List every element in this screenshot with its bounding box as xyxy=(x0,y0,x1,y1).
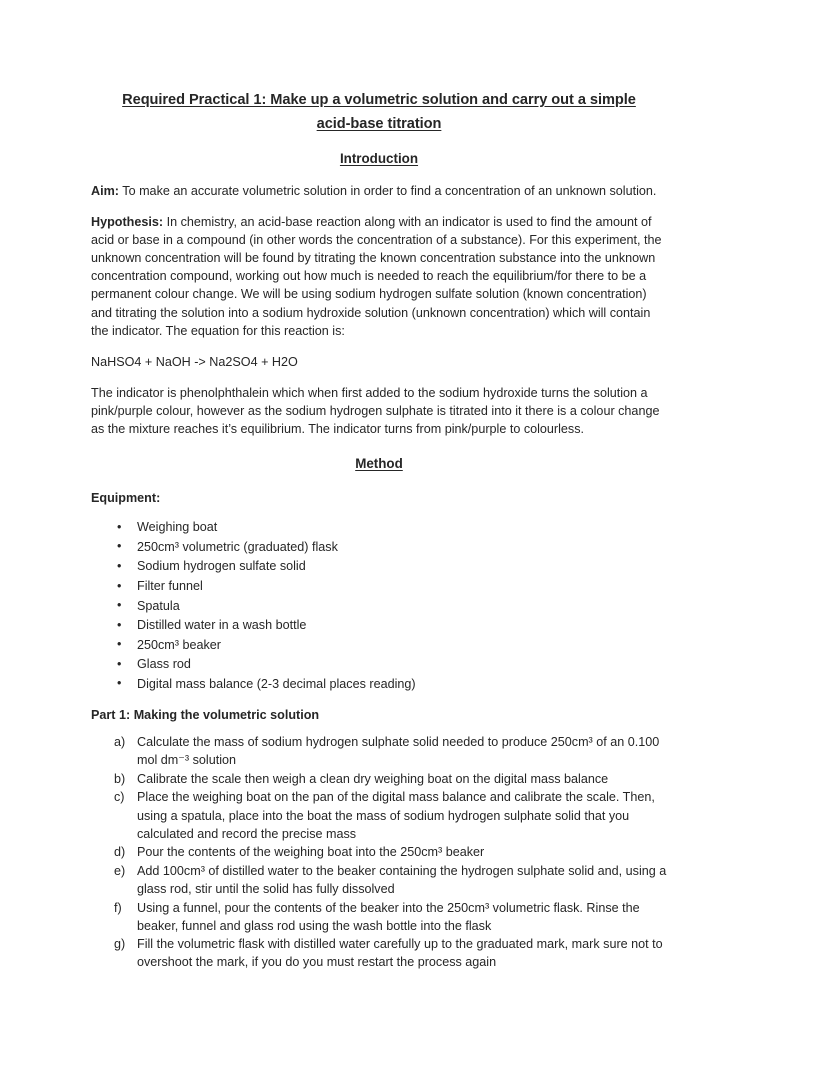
list-item xyxy=(91,843,667,861)
section-heading-method xyxy=(91,455,667,473)
list-item xyxy=(91,518,667,536)
step-text: Add 100cm³ of distilled water to the beaker containing the hydrogen sulphate solid and, using a glass rod, stir until the solid has fully dissolved xyxy=(137,863,667,896)
equipment-item-text: 250cm³ volumetric (graduated) flask xyxy=(137,539,338,554)
list-item xyxy=(91,935,667,971)
section-heading-introduction xyxy=(91,150,667,168)
step-text: Calibrate the scale then weigh a clean dry weighing boat on the digital mass balance xyxy=(137,771,609,786)
step-text: Place the weighing boat on the pan of the digital mass balance and calibrate the scale. Then, using a spatula, place into the boat the mass of sodium hydrogen sulphate solid that you calculated and record the precise mass xyxy=(137,790,655,841)
step-text: Fill the volumetric flask with distilled water carefully up to the graduated mark, mark sure not to overshoot the mark, if you do you must restart the process again xyxy=(137,937,663,970)
list-item xyxy=(91,616,667,634)
equipment-item-text: Glass rod xyxy=(137,657,191,672)
equipment-item-text: Digital mass balance (2-3 decimal places reading) xyxy=(137,676,416,691)
list-item xyxy=(91,655,667,673)
list-item xyxy=(91,538,667,556)
equipment-item-text: Weighing boat xyxy=(137,520,218,535)
hypothesis-paragraph xyxy=(91,213,667,340)
list-item xyxy=(91,577,667,595)
list-item xyxy=(91,862,667,898)
section-heading-method-text: Method xyxy=(355,456,403,472)
equipment-item-text: Filter funnel xyxy=(137,579,203,593)
list-item xyxy=(91,899,667,935)
page-title-line-2: acid-base titration xyxy=(316,116,442,132)
list-item xyxy=(91,770,667,788)
list-item xyxy=(91,788,667,842)
list-item xyxy=(91,557,667,575)
hypothesis-label: Hypothesis: xyxy=(91,215,164,230)
aim-paragraph xyxy=(91,182,667,200)
document-content xyxy=(91,88,667,972)
indicator-paragraph: The indicator is phenolphthalein which when first added to the sodium hydroxide turns the solution a pink/purple colour, however as the sodium hydrogen sulphate is titrated into it there is a colour change as the mixture reaches it’s equilibrium. The indicator turns from pink/purple to colourless. xyxy=(91,385,660,437)
equipment-list xyxy=(91,518,667,693)
step-text: Pour the contents of the weighing boat into the 250cm³ beaker xyxy=(137,845,485,860)
equipment-item-text: Spatula xyxy=(137,598,180,613)
page-title xyxy=(91,88,667,136)
step-text: Calculate the mass of sodium hydrogen sulphate solid needed to produce 250cm³ of an 0.100 mol dm⁻³ solution xyxy=(137,735,660,768)
equipment-item-text: Sodium hydrogen sulfate solid xyxy=(137,559,306,574)
aim-label: Aim: xyxy=(91,184,119,198)
aim-text: To make an accurate volumetric solution in order to find a concentration of an unknown solution. xyxy=(119,184,657,198)
equipment-item-text: Distilled water in a wash bottle xyxy=(137,618,307,633)
equipment-label: Equipment: xyxy=(91,491,161,506)
part1-label: Part 1: Making the volumetric solution xyxy=(91,708,320,723)
list-item xyxy=(91,597,667,615)
page-title-line-1: Required Practical 1: Make up a volumetric solution and carry out a simple xyxy=(122,92,636,108)
section-heading-introduction-text: Introduction xyxy=(339,151,419,166)
chemical-equation: NaHSO4 + NaOH -> Na2SO4 + H2O xyxy=(91,354,298,369)
part1-steps-list xyxy=(91,733,667,971)
hypothesis-text: In chemistry, an acid-base reaction along with an indicator is used to find the amount of acid or base in a compound (in other words the concentration of a substance). For this experiment, the unknown concentration will be found by titrating the known concentration substance into the unknown concentration compound, working out how much is needed to reach the equilibrium/for there to be a permanent colour change. We will be using sodium hydrogen sulfate solution (known concentration) and titrating the solution into a sodium hydroxide solution (unknown concentration) which will contain the indicator. The equation for this reaction is: xyxy=(91,215,662,338)
list-item xyxy=(91,675,667,693)
list-item xyxy=(91,733,667,769)
step-text: Using a funnel, pour the contents of the beaker into the 250cm³ volumetric flask. Rinse the beaker, funnel and glass rod using the wash bottle into the flask xyxy=(137,900,640,933)
list-item xyxy=(91,636,667,654)
equipment-item-text: 250cm³ beaker xyxy=(137,637,221,652)
